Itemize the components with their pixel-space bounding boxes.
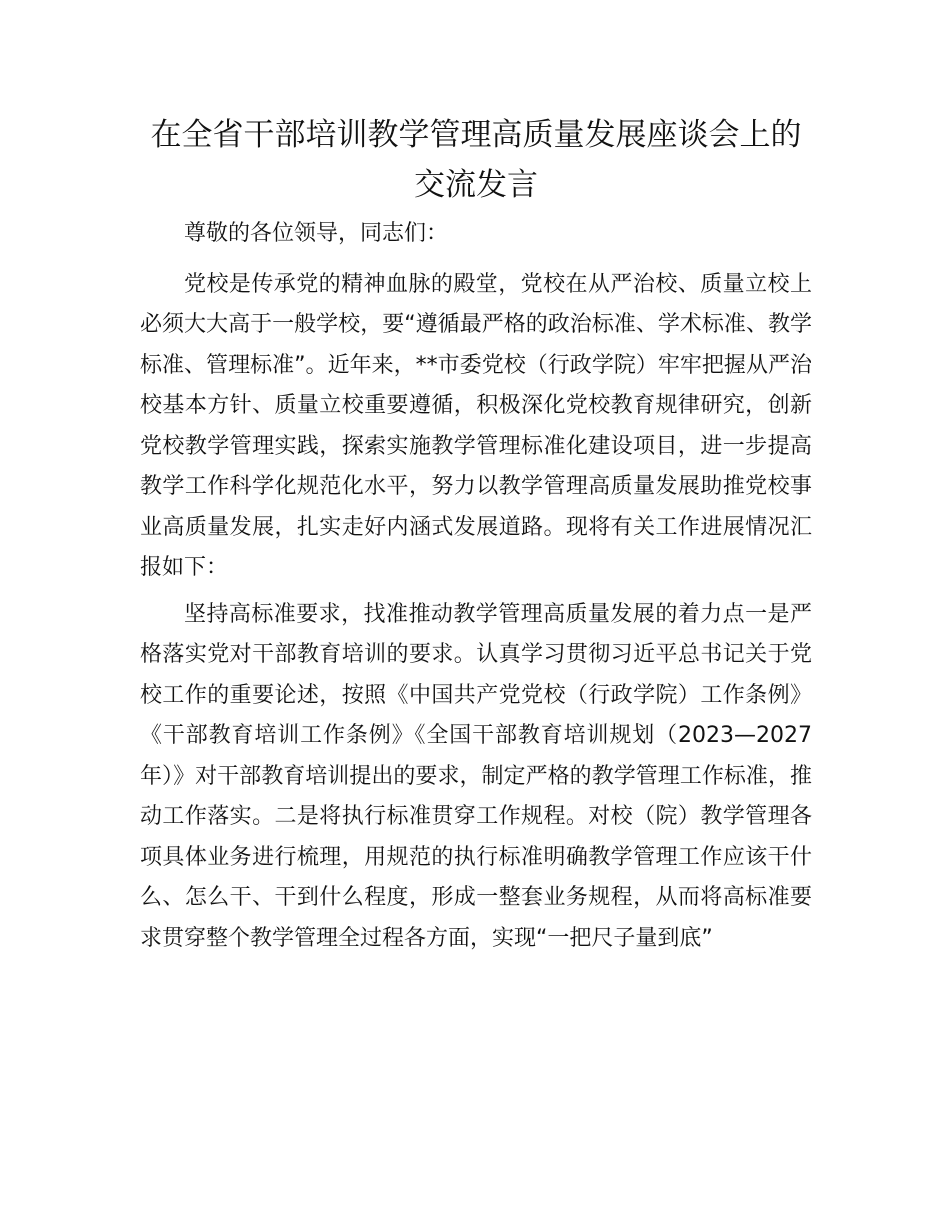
document-title: 在全省干部培训教学管理高质量发展座谈会上的交流发言 (150, 117, 802, 203)
paragraph-high-standards: 坚持高标准要求，找准推动教学管理高质量发展的着力点一是严格落实党对干部教育培训的要求。认真学习贯彻习近平总书记关于党校工作的重要论述，按照《中国共产党党校（行政学院）工作条例》《干部教育培训工作条例》《全国干部教育培训规划（2023—2027 年）》对干部教育培训提出的要求，制定严格的教学管理工作标准，推动工作落实。二是将执行标准贯穿工作规程。对校（院）教学管理各项具体业务进行梳理，用规范的执行标准明确教学管理工作应该干什么、怎么干、干到什么程度，形成一整套业务规程，从而将高标准要求贯穿整个教学管理全过程各方面，实现“一把尺子量到底” (140, 601, 812, 951)
paragraph-intro: 党校是传承党的精神血脉的殿堂，党校在从严治校、质量立校上必须大大高于一般学校，要“遵循最严格的政治标准、学术标准、教学标准、管理标准”。近年来，**市委党校（行政学院）牢牢把握从严治校基本方针、质量立校重要遵循，积极深化党校教育规律研究，创新党校教学管理实践，探索实施教学管理标准化建设项目，进一步提高教学工作科学化规范化水平，努力以教学管理高质量发展助推党校事业高质量发展，扎实走好内涵式发展道路。现将有关工作进展情况汇报如下： (140, 271, 812, 580)
document-body (140, 214, 812, 965)
salutation: 尊敬的各位领导，同志们： (184, 221, 449, 246)
